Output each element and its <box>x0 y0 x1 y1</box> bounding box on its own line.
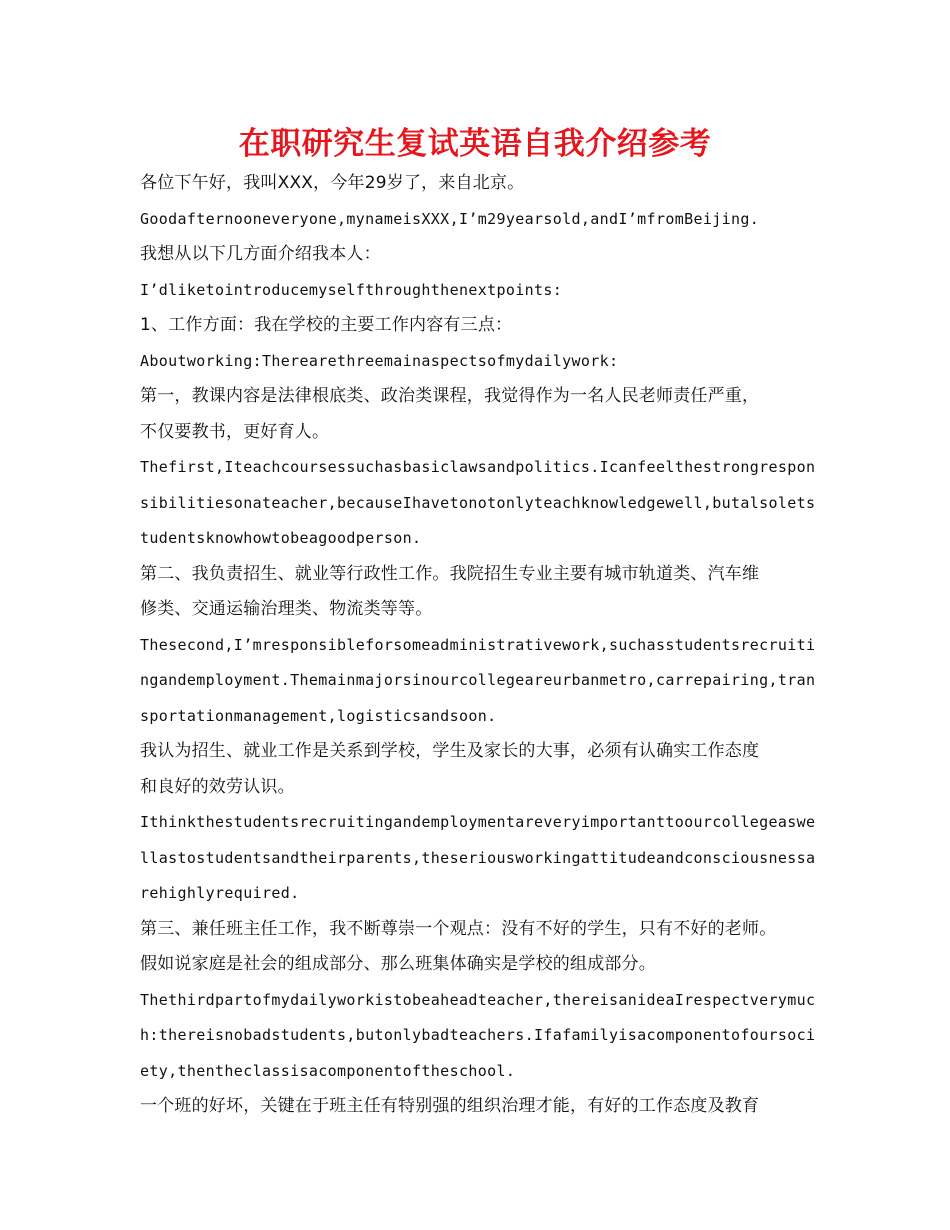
english-text-line: tudentsknowhowtobeagoodperson. <box>140 529 422 547</box>
chinese-text-line: 我想从以下几方面介绍我本人： <box>140 244 381 264</box>
chinese-text-line: 我认为招生、就业工作是关系到学校，学生及家长的大事，必须有认确实工作态度 <box>140 741 760 761</box>
english-text-line: h:thereisnobadstudents,butonlybadteachers.Ifafamilyisacomponentofoursoci <box>140 1026 816 1044</box>
english-text-line: Ithinkthestudentsrecruitingandemploymentareveryimportanttoourcollegeaswe <box>140 813 816 831</box>
english-text-line: sportationmanagement,logisticsandsoon. <box>140 706 497 725</box>
english-text-line: ngandemployment.Themainmajorsinourcollegeareurbanmetro,carrepairing,tran <box>140 671 816 689</box>
english-text-line: Thefirst,Iteachcoursessuchasbasiclawsandpolitics.Icanfeelthestrongrespon <box>140 458 816 476</box>
chinese-text-line: 第三、兼任班主任工作，我不断尊崇一个观点：没有不好的学生，只有不好的老师。 <box>140 918 777 939</box>
chinese-text-line: 1、工作方面：我在学校的主要工作内容有三点： <box>140 315 513 335</box>
chinese-text-line: 第二、我负责招生、就业等行政性工作。我院招生专业主要有城市轨道类、汽车维 <box>140 563 760 584</box>
document-title: 在职研究生复试英语自我介绍参考 <box>238 126 712 162</box>
english-text-line: Thethirdpartofmydailyworkistobeaheadteacher,thereisanideaIrespectverymuc <box>140 990 816 1009</box>
english-text-line: Thesecond,I’mresponsibleforsomeadministrativework,suchasstudentsrecruiti <box>140 635 816 654</box>
english-text-line: ety,thentheclassisacomponentoftheschool. <box>140 1061 516 1080</box>
chinese-text-line: 假如说家庭是社会的组成部分、那么班集体确实是学校的组成部分。 <box>140 954 656 974</box>
chinese-text-line: 不仅要教书，更好育人。 <box>140 421 330 442</box>
english-text-line: I’dliketointroducemyselfthroughthenextpoints: <box>140 280 563 299</box>
english-text-line: Aboutworking:Therearethreemainaspectsofmydailywork: <box>140 351 619 370</box>
english-text-line: rehighlyrequired. <box>140 884 300 902</box>
chinese-text-line: 各位下午好，我叫XXX，今年29岁了，来自北京。 <box>140 173 525 193</box>
chinese-text-line: 一个班的好坏，关键在于班主任有特别强的组织治理才能，有好的工作态度及教育 <box>140 1096 760 1116</box>
document-body <box>140 166 830 1125</box>
english-text-line: sibilitiesonateacher,becauseIhavetonotonlyteachknowledgewell,butalsolets <box>140 493 816 512</box>
chinese-text-line: 第一，教课内容是法律根底类、政治类课程，我觉得作为一名人民老师责任严重， <box>140 386 760 406</box>
chinese-text-line: 修类、交通运输治理类、物流类等等。 <box>140 599 433 619</box>
chinese-text-line: 和良好的效劳认识。 <box>140 776 295 797</box>
english-text-line: llastostudentsandtheirparents,theseriousworkingattitudeandconsciousnessa <box>140 848 816 867</box>
english-text-line: Goodafternooneveryone,mynameisXXX,I’m29yearsold,andI’mfromBeijing. <box>140 209 760 228</box>
